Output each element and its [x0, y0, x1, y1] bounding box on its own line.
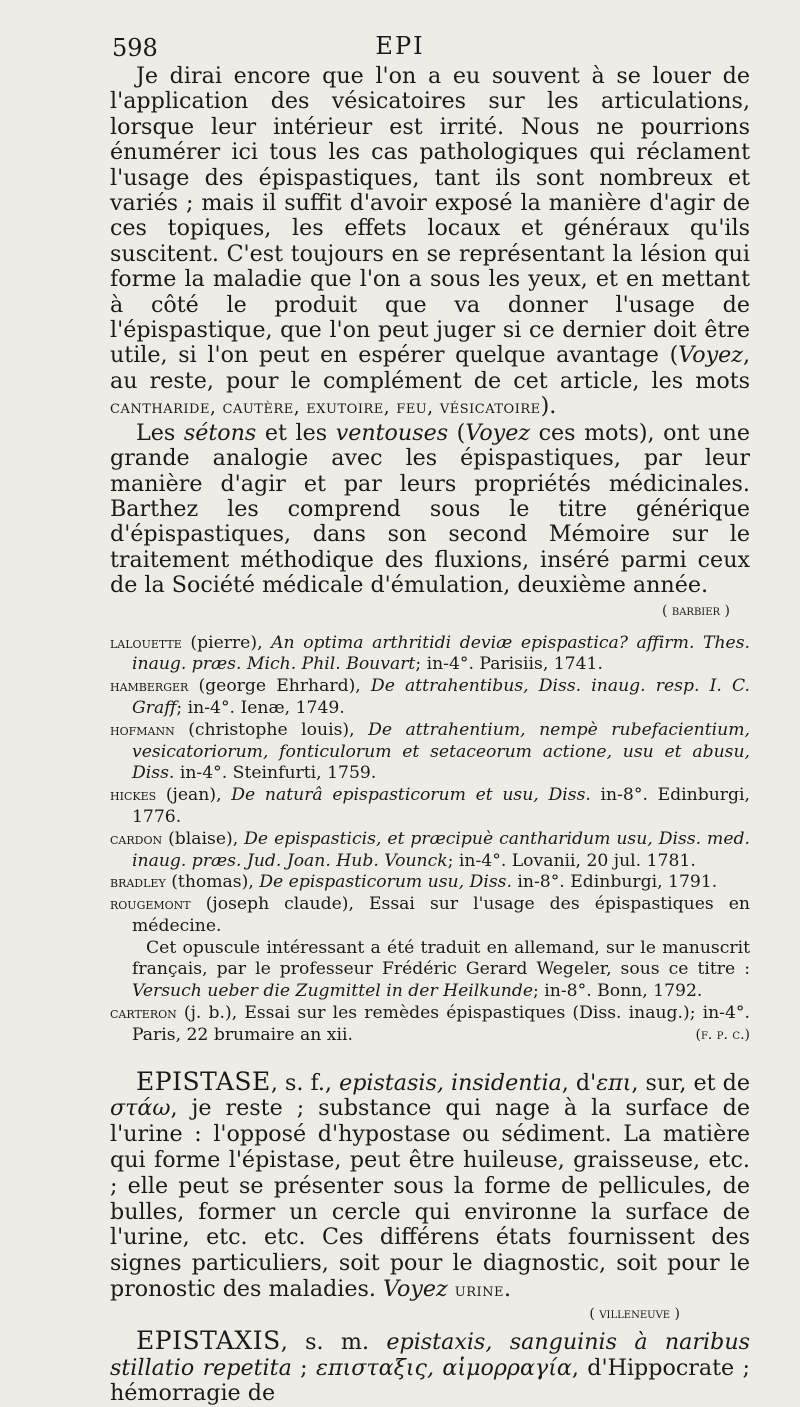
bib-entry: carteron (j. b.), Essai sur les remèdes épispastiques (Diss. inaug.); in-4°. Paris, 22 brumaire an xii. (f. p. c.) [110, 1003, 750, 1045]
bib-note: Cet opuscule intéressant a été traduit en allemand, sur le manuscrit français, par le professeur Frédéric Gerard Wegeler, sous ce titre : Versuch ueber die Zugmittel in der Heilkunde; in-8°. Bonn, 1792. [132, 937, 750, 1002]
entry-epistase: EPISTASE, s. f., epistasis, insidentia, d'επι, sur, et de στάω, je reste ; substance qui nage à la surface de l'urine : l'opposé d'hypostase ou sédiment. La matière qui forme l'épistase, peut être huileuse, graisseuse, etc. ; elle peut se présenter sous la forme de pellicules, de bulles, former un cercle qui environne la surface de l'urine, etc. etc. Ces différens états fournissent des signes particuliers, soit pour le diagnostic, soit pour le pronostic des maladies. Voyez urine. [110, 1066, 750, 1303]
running-title: EPI [375, 32, 425, 60]
page-number: 598 [112, 34, 158, 62]
page-header [110, 34, 750, 62]
paragraph-setons: Les sétons et les ventouses (Voyez ces mots), ont une grande analogie avec les épispastiques, par leur manière d'agir et par leurs propriétés médicinales. Barthez les comprend sous le titre générique d'épispastiques, dans son second Mémoire sur le traitement méthodique des fluxions, inséré parmi ceux de la Société médicale d'émulation, deuxième année. [110, 419, 750, 599]
bib-entry: hofmann (christophe louis), De attrahentium, nempè rubefacientium, vesicatoriorum, fonticulorum et setaceorum actione, usu et abusu, Diss. in-4°. Steinfurti, 1759. [110, 719, 750, 784]
main-text [110, 64, 750, 599]
signature-villeneuve: ( villeneuve ) [589, 1305, 680, 1322]
entry-headword: EPISTAXIS [136, 1325, 281, 1355]
bib-entry: bradley (thomas), De epispasticorum usu, Diss. in-8°. Edinburgi, 1791. [110, 872, 718, 893]
signature-fpc: (f. p. c.) [695, 1026, 750, 1043]
bib-entry: hickes (jean), De naturâ epispasticorum et usu, Diss. in-8°. Edinburgi, 1776. [110, 785, 750, 827]
signature-barbier: ( barbier ) [661, 602, 730, 619]
entry-epistaxis: EPISTAXIS, s. m. epistaxis, sanguinis à naribus stillatio repetita ; επισταξις, αἱμορραγία, d'Hippocrate ; hémorragie de [110, 1325, 750, 1407]
paragraph-vesicatoires: Je dirai encore que l'on a eu souvent à se louer de l'application des vésicatoires sur les articulations, lorsque leur intérieur est irrité. Nous ne pourrions énumérer ici tous les cas pathologiques qui réclament l'usage des épispastiques, tant ils sont nombreux et variés ; mais il suffit d'avoir exposé la manière d'agir de ces topiques, les effets locaux et généraux qu'ils suscitent. C'est toujours en se représentant la lésion qui forme la maladie que l'on a sous les yeux, et en mettant à côté le produit que va donner l'usage de l'épispastique, que l'on peut juger si ce dernier doit être utile, si l'on peut en espérer quelque avantage (Voyez, au reste, pour le complément de cet article, les mots cantharide, cautère, exutoire, feu, vésicatoire). [110, 63, 750, 420]
bib-entry: hamberger (george Ehrhard), De attrahentibus, Diss. inaug. resp. I. C. Graff; in-4°. Ienæ, 1749. [110, 676, 751, 718]
bibliography [110, 633, 750, 1047]
bib-entry: lalouette (pierre), An optima arthritidi deviæ epispastica? affirm. Thes. inaug. præs. Mich. Phil. Bouvart; in-4°. Parisiis, 1741. [110, 632, 750, 675]
entry-headword: EPISTASE [136, 1066, 271, 1096]
bib-entry: rougemont (joseph claude), Essai sur l'usage des épispastiques en médecine. [110, 894, 751, 936]
bib-entry: cardon (blaise), De epispasticis, et præcipuè cantharidum usu, Diss. med. inaug. præs. Jud. Joan. Hub. Vounck; in-4°. Lovanii, 20 jul. 1781. [110, 828, 750, 871]
